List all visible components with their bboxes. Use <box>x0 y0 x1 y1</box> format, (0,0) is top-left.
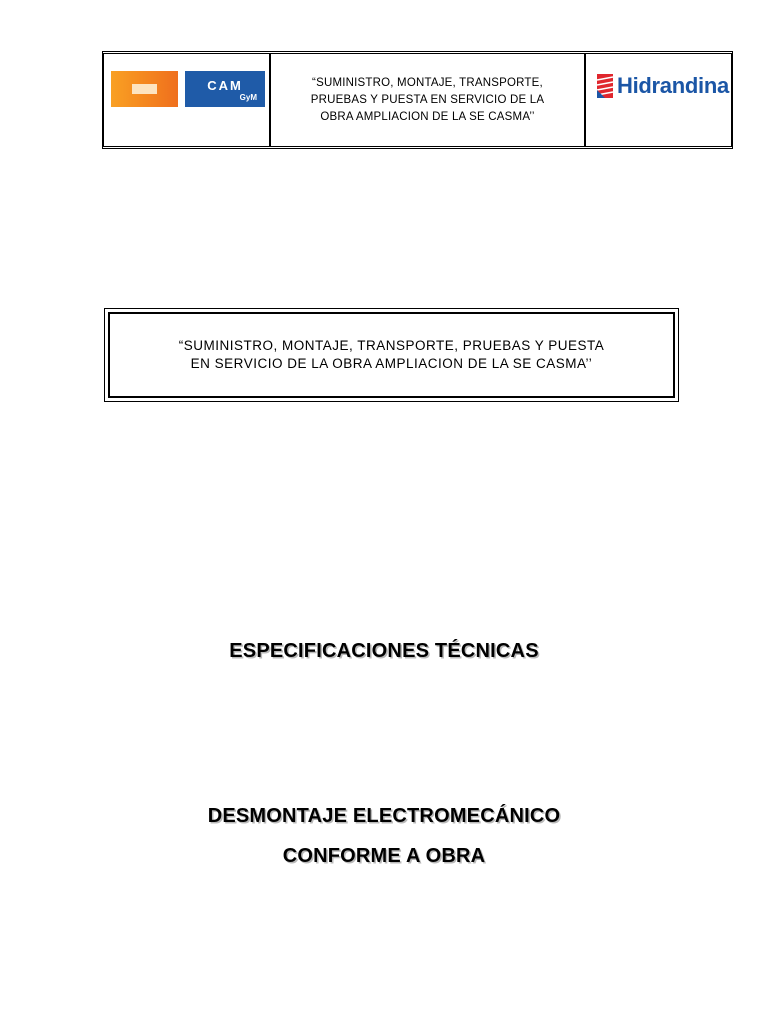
header-left-logo-cell <box>104 54 271 146</box>
header-title <box>303 75 552 126</box>
heading-desmontaje: DESMONTAJE ELECTROMECÁNICO <box>207 805 561 827</box>
cam-gym-logo-sub-text: GyM <box>239 93 257 102</box>
project-title-line-1: “SUMINISTRO, MONTAJE, TRANSPORTE, PRUEBAS Y PUESTA <box>178 338 605 353</box>
heading-specifications: ESPECIFICACIONES TÉCNICAS <box>229 640 539 662</box>
header-title-cell <box>271 54 586 146</box>
header-title-line-3: OBRA AMPLIACION DE LA SE CASMA’’ <box>320 110 535 123</box>
project-title-line-2: EN SERVICIO DE LA OBRA AMPLIACION DE LA SE CASMA’’ <box>190 356 593 371</box>
cam-gym-blue-block <box>185 71 265 107</box>
document-header-table <box>102 51 733 149</box>
header-title-line-1: “SUMINISTRO, MONTAJE, TRANSPORTE, <box>312 76 543 89</box>
project-title-box <box>104 308 679 402</box>
cam-gym-orange-block <box>111 71 178 107</box>
cam-gym-logo <box>111 71 265 107</box>
heading-conforme-a-obra: CONFORME A OBRA <box>282 845 486 867</box>
header-right-logo-cell <box>586 54 731 146</box>
project-title <box>179 337 605 373</box>
hidrandina-logo <box>596 72 729 100</box>
header-title-line-2: PRUEBAS Y PUESTA EN SERVICIO DE LA <box>310 93 545 106</box>
cam-gym-logo-main-text: CAM <box>207 78 243 93</box>
hidrandina-mark-icon <box>596 72 614 100</box>
hidrandina-logo-text: Hidrandina <box>617 73 729 98</box>
